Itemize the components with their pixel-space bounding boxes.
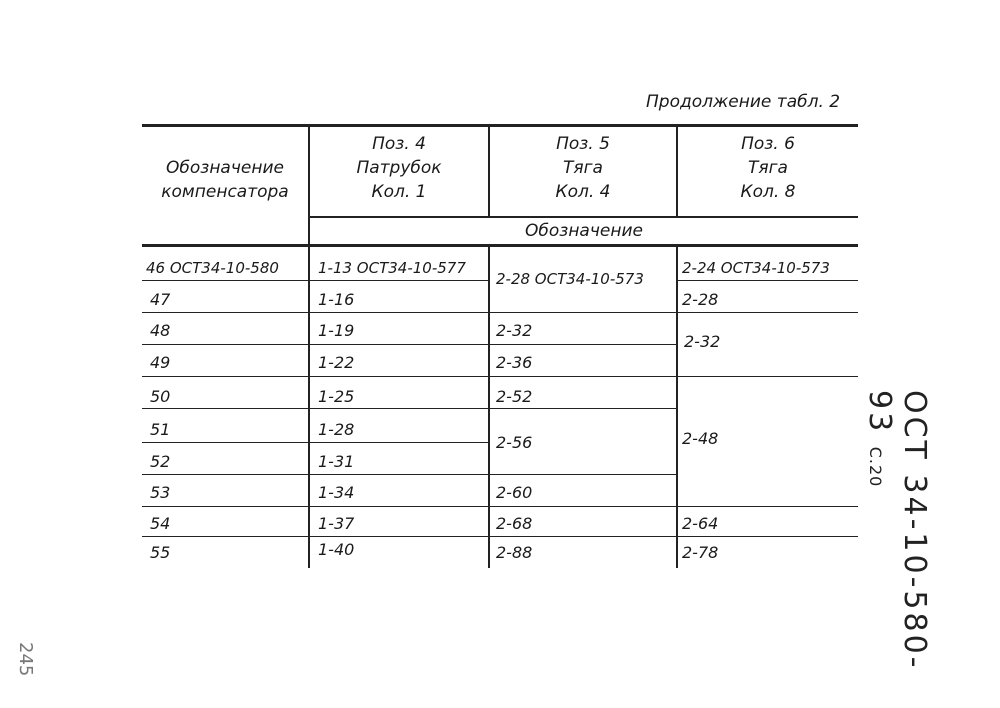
header-bottom-border [142, 244, 858, 247]
row-line [142, 312, 858, 313]
page-number: 245 [15, 642, 36, 677]
header-line: Обозначение [166, 158, 284, 178]
header-line: компенсатора [161, 182, 289, 202]
header-pos6 [678, 132, 858, 204]
cell-pos6: 2-32 [684, 332, 721, 351]
header-pos4 [310, 132, 488, 204]
cell-pos5: 2-60 [496, 483, 533, 502]
header-line: Тяга [748, 158, 788, 178]
document-page: С.20 [866, 446, 885, 488]
cell-designation: 46 ОСТ34-10-580 [146, 259, 279, 277]
cell-pos6: 2-48 [682, 429, 719, 448]
cell-designation: 51 [150, 420, 171, 439]
header-pos5 [490, 132, 676, 204]
cell-pos6: 2-64 [682, 514, 719, 533]
document-code-stamp [862, 390, 932, 690]
column-divider [676, 246, 678, 568]
row-line [142, 506, 858, 507]
header-line: Кол. 8 [740, 182, 796, 202]
document-code: ОСТ 34-10-580-93 [862, 390, 932, 671]
header-line: Поз. 4 [372, 134, 426, 154]
cell-pos4: 1-22 [318, 353, 355, 372]
cell-pos5: 2-28 ОСТ34-10-573 [496, 270, 644, 288]
cell-designation: 48 [150, 321, 171, 340]
cell-pos4: 1-34 [318, 483, 355, 502]
cell-pos6: 2-28 [682, 290, 719, 309]
row-line [676, 280, 858, 281]
cell-designation: 49 [150, 353, 171, 372]
cell-designation: 47 [150, 290, 171, 309]
cell-pos4: 1-16 [318, 290, 355, 309]
column-divider [488, 246, 490, 568]
row-line [142, 376, 858, 377]
row-line [142, 408, 676, 409]
cell-designation: 53 [150, 483, 171, 502]
header-line: Поз. 6 [741, 134, 795, 154]
cell-pos4: 1-13 ОСТ34-10-577 [318, 259, 466, 277]
caption: Продолжение табл. 2 [646, 92, 841, 112]
header-line: Поз. 5 [556, 134, 610, 154]
row-line [142, 280, 488, 281]
row-line [142, 474, 676, 475]
cell-pos5: 2-32 [496, 321, 533, 340]
cell-designation: 54 [150, 514, 171, 533]
row-line [142, 344, 676, 345]
cell-pos4: 1-19 [318, 321, 355, 340]
cell-pos6: 2-24 ОСТ34-10-573 [682, 259, 830, 277]
cell-pos4: 1-37 [318, 514, 355, 533]
header-line: Тяга [563, 158, 603, 178]
cell-pos5: 2-88 [496, 543, 533, 562]
cell-designation: 55 [150, 543, 171, 562]
cell-pos4: 1-25 [318, 387, 355, 406]
cell-designation: 50 [150, 387, 171, 406]
cell-pos5: 2-36 [496, 353, 533, 372]
header-line: Кол. 4 [555, 182, 611, 202]
cell-pos4: 1-28 [318, 420, 355, 439]
header-line: Патрубок [356, 158, 442, 178]
cell-designation: 52 [150, 452, 171, 471]
row-line [142, 536, 858, 537]
table-top-border [142, 124, 858, 127]
cell-pos5: 2-68 [496, 514, 533, 533]
row-line [142, 442, 488, 443]
header-designation [142, 156, 308, 204]
cell-pos5: 2-56 [496, 433, 533, 452]
cell-pos6: 2-78 [682, 543, 719, 562]
cell-pos5: 2-52 [496, 387, 533, 406]
header-line: Кол. 1 [371, 182, 427, 202]
cell-pos4: 1-31 [318, 452, 355, 471]
subheader-line [310, 216, 858, 218]
header-subheading: Обозначение [525, 221, 643, 241]
cell-pos4: 1-40 [318, 540, 355, 559]
